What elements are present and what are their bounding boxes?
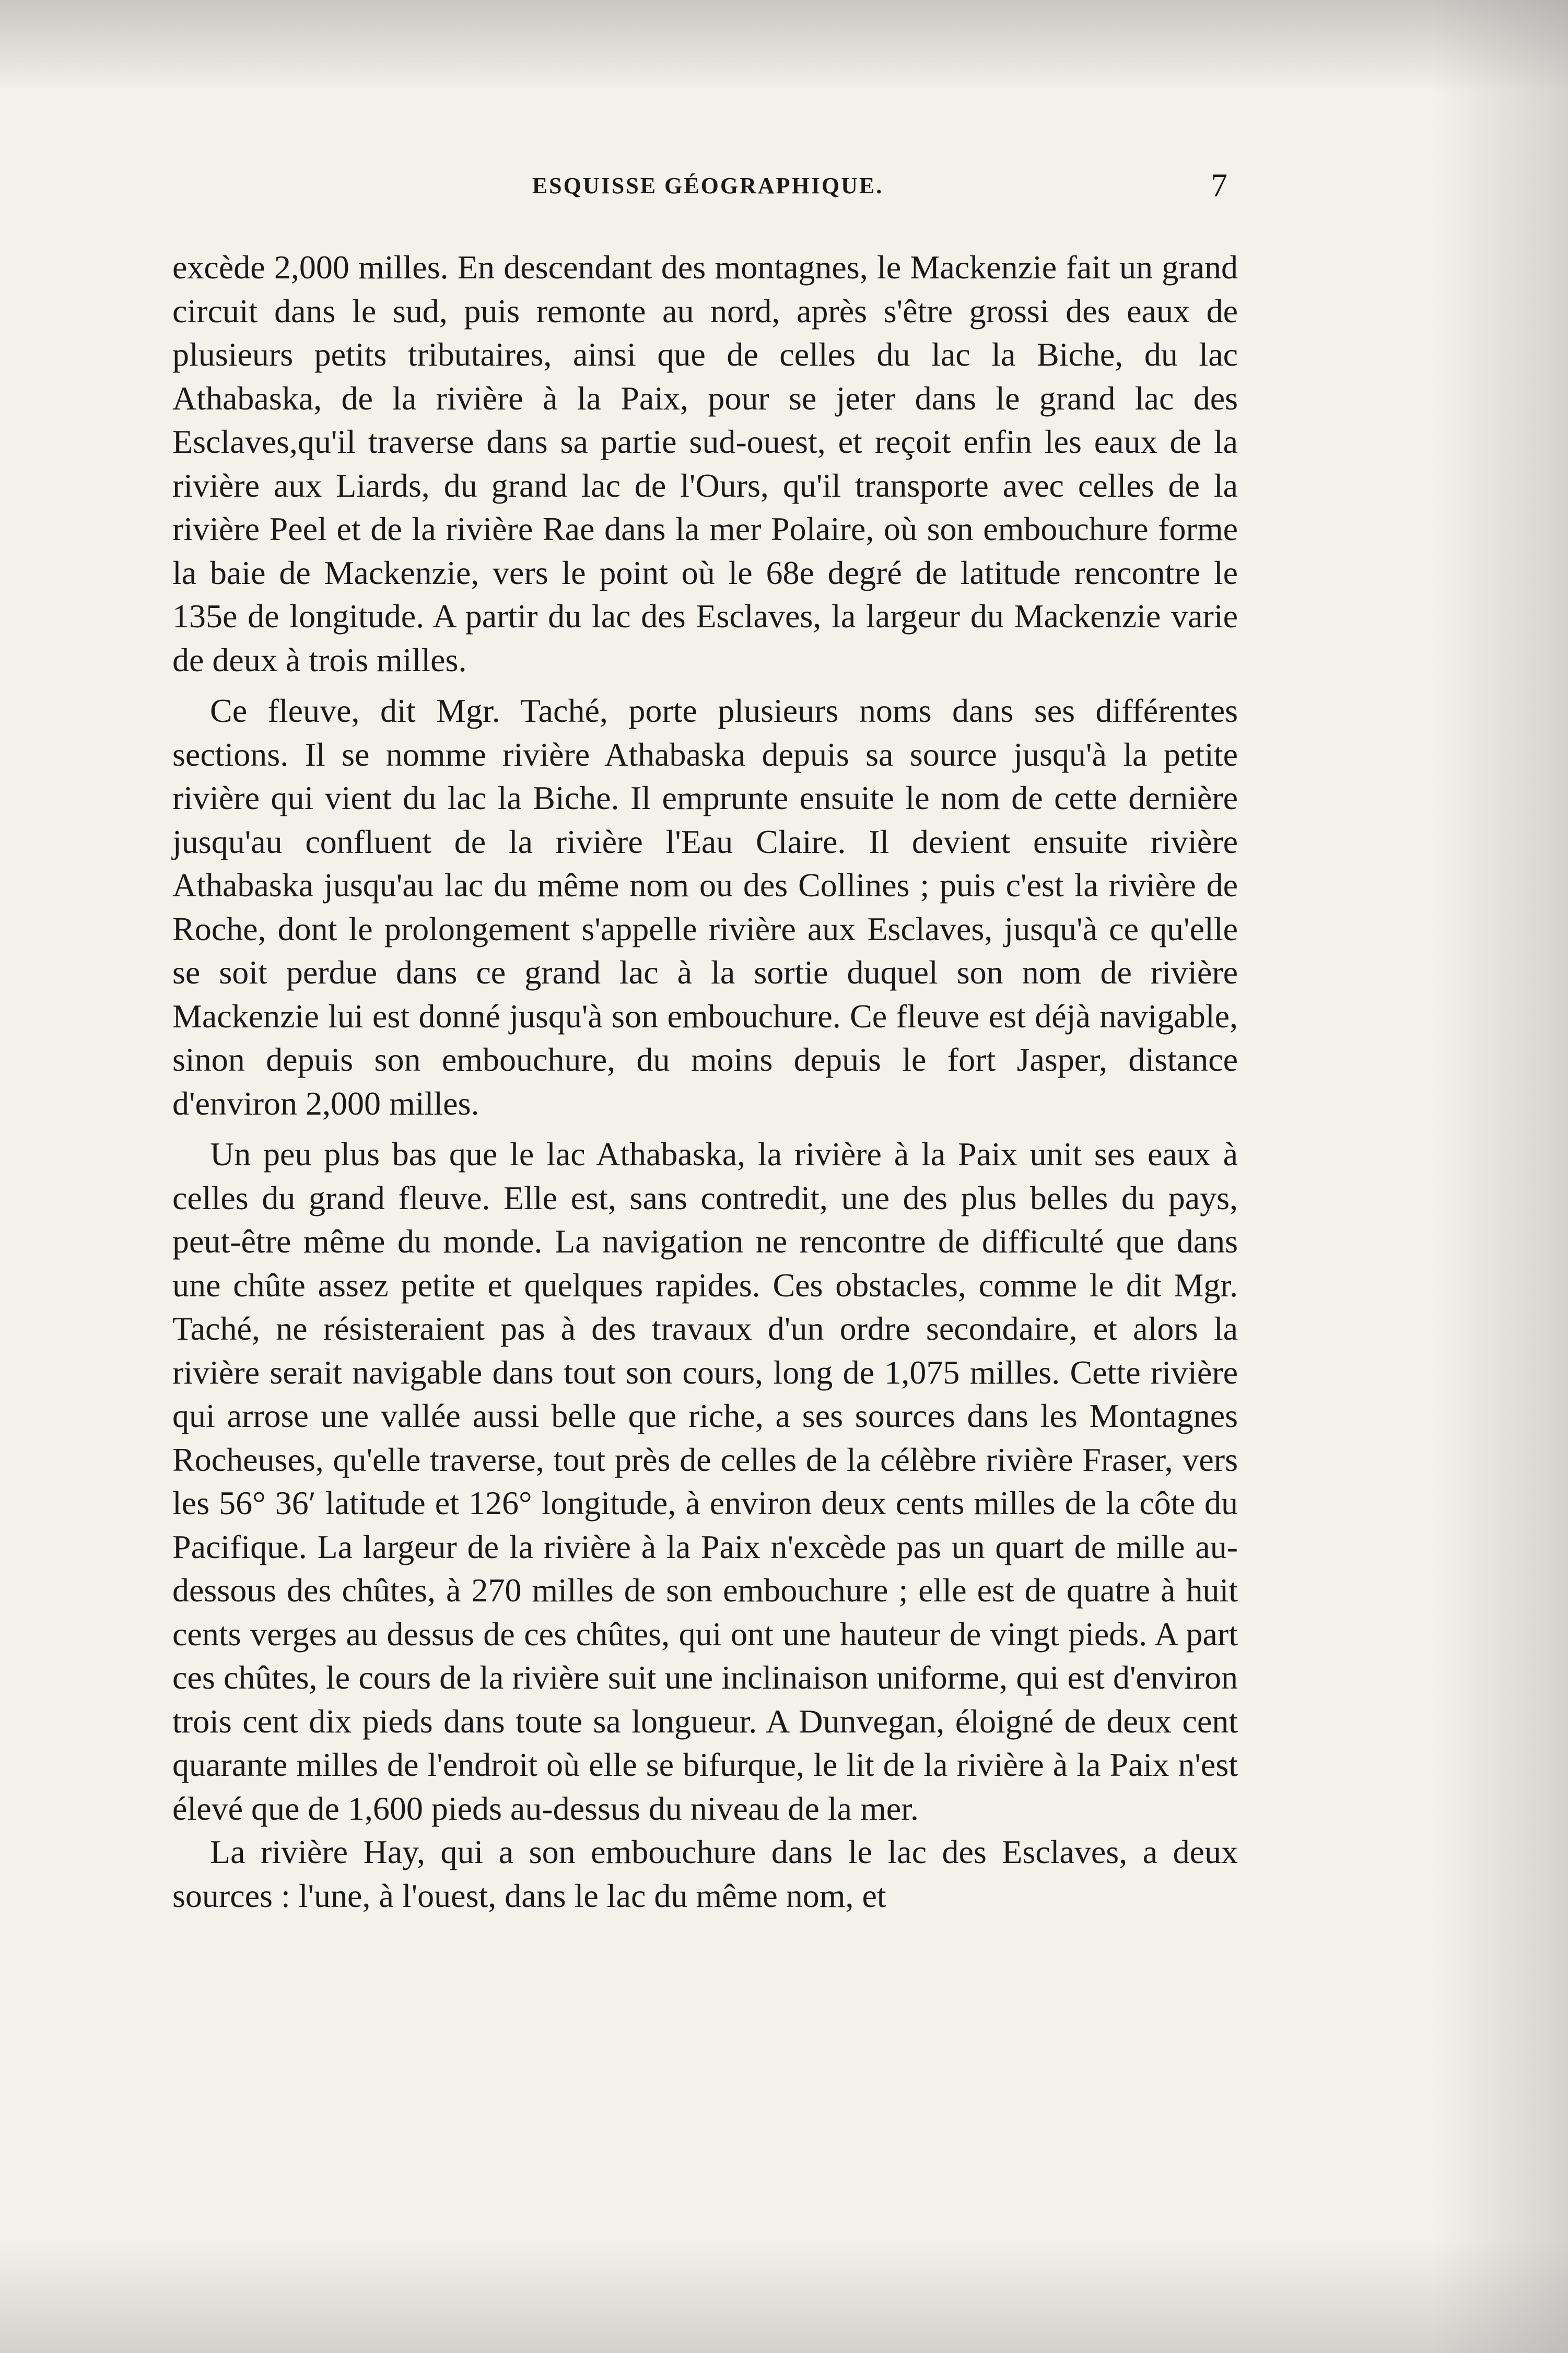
- scan-shadow-top: [0, 0, 1568, 89]
- paragraph-continuation: excède 2,000 milles. En descendant des montagnes, le Mackenzie fait un grand circuit dans le sud, puis remonte au nord, après s'être grossi des eaux de plusieurs petits tributaires, ainsi que de celles du lac la Biche, du lac Athabaska, de la rivière à la Paix, pour se jeter dans le grand lac des Esclaves,qu'il traverse dans sa partie sud-ouest, et reçoit enfin les eaux de la rivière aux Liards, du grand lac de l'Ours, qu'il transporte avec celles de la rivière Peel et de la rivière Rae dans la mer Polaire, où son embouchure forme la baie de Mackenzie, vers le point où le 68e degré de latitude rencontre le 135e de longitude. A partir du lac des Esclaves, la largeur du Mackenzie varie de deux à trois milles.: [172, 249, 1238, 678]
- paragraph: Un peu plus bas que le lac Athabaska, la rivière à la Paix unit ses eaux à celles du grand fleuve. Elle est, sans contredit, une des plus belles du pays, peut-être même du monde. La navigation ne rencontre de difficulté que dans une chûte assez petite et quelques rapides. Ces obstacles, comme le dit Mgr. Taché, ne résisteraient pas à des travaux d'un ordre secondaire, et alors la rivière serait navigable dans tout son cours, long de 1,075 milles. Cette rivière qui arrose une vallée aussi belle que riche, a ses sources dans les Montagnes Rocheuses, qu'elle traverse, tout près de celles de la célèbre rivière Fraser, vers les 56° 36′ latitude et 126° longitude, à environ deux cents milles de la côte du Pacifique. La largeur de la rivière à la Paix n'excède pas un quart de mille au-dessous des chûtes, à 270 milles de son embouchure ; elle est de quatre à huit cents verges au dessus de ces chûtes, qui ont une hauteur de vingt pieds. A part ces chûtes, le cours de la rivière suit une inclinaison uniforme, qui est d'environ trois cent dix pieds dans toute sa longueur. A Dunvegan, éloigné de deux cent quarante milles de l'endroit où elle se bifurque, le lit de la rivière à la Paix n'est élevé que de 1,600 pieds au-dessus du niveau de la mer.: [172, 1135, 1238, 1827]
- paragraph: La rivière Hay, qui a son embouchure dans le lac des Esclaves, a deux sources : l'une, à l'ouest, dans le lac du même nom, et: [172, 1833, 1238, 1914]
- paragraph: Ce fleuve, dit Mgr. Taché, porte plusieurs noms dans ses différentes sections. Il se nomme rivière Athabaska depuis sa source jusqu'à la petite rivière qui vient du lac la Biche. Il emprunte ensuite le nom de cette dernière jusqu'au confluent de la rivière l'Eau Claire. Il devient ensuite rivière Athabaska jusqu'au lac du même nom ou des Collines ; puis c'est la rivière de Roche, dont le prolongement s'appelle rivière aux Esclaves, jusqu'à ce qu'elle se soit perdue dans ce grand lac à la sortie duquel son nom de rivière Mackenzie lui est donné jusqu'à son embouchure. Ce fleuve est déjà navigable, sinon depuis son embouchure, du moins depuis le fort Jasper, distance d'environ 2,000 milles.: [172, 692, 1238, 1122]
- scan-shadow-right: [1432, 0, 1568, 2353]
- running-title: ESQUISSE GÉOGRAPHIQUE.: [532, 173, 884, 198]
- page-number: 7: [1211, 167, 1227, 204]
- body-text: [172, 245, 1238, 1917]
- scan-shadow-bottom: [0, 2238, 1568, 2353]
- running-head: [188, 167, 1227, 214]
